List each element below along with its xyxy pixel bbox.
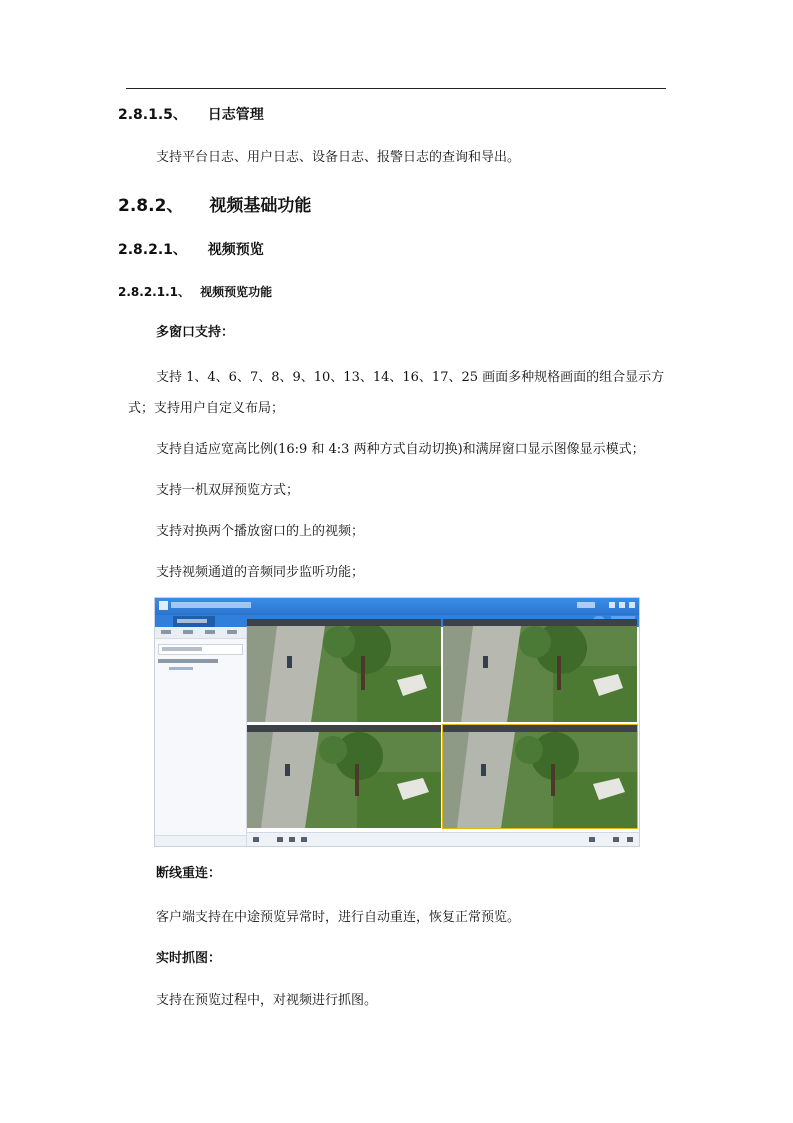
- multi-paragraph-2: 支持自适应宽高比例(16:9 和 4:3 两种方式自动切换)和满屏窗口显示图像显示模式；: [156, 442, 645, 457]
- fullscreen-icon: [613, 837, 619, 842]
- user-name: [577, 602, 595, 608]
- paragraph-log: 支持平台日志、用户日志、设备日志、报警日志的查询和导出。: [156, 150, 521, 165]
- video-cell-1: [247, 619, 441, 722]
- section-title: 视频预览功能: [200, 285, 273, 299]
- heading-2-8-1-5: [118, 104, 264, 124]
- video-client-screenshot: [154, 597, 640, 847]
- section-number: 2.8.2.1.1、: [118, 285, 190, 299]
- multi-paragraph-1-line-1: 支持 1、4、6、7、8、9、10、13、14、16、17、25 画面多种规格画面的组合显示方: [156, 370, 665, 385]
- tab-video-preview: [173, 616, 215, 627]
- multi-paragraph-5: 支持视频通道的音频同步监听功能；: [156, 565, 365, 580]
- playback-icon: [301, 837, 307, 842]
- section-title: 视频基础功能: [209, 196, 312, 216]
- tree-item-device: [158, 659, 218, 663]
- multi-paragraph-4: 支持对换两个播放窗口的上的视频；: [156, 524, 365, 539]
- layout-icon: [277, 837, 283, 842]
- client-title-bar: [155, 598, 639, 615]
- video-bottom-toolbar: [247, 832, 639, 847]
- video-cell-2: [443, 619, 637, 722]
- section-title: 视频预览: [207, 242, 264, 258]
- tree-item-channel: [169, 667, 193, 670]
- section-number: 2.8.2、: [118, 196, 184, 216]
- app-icon: [159, 601, 168, 610]
- ptz-control-bar: [155, 835, 246, 846]
- snapshot-paragraph: 支持在预览过程中，对视频进行抓图。: [156, 993, 378, 1008]
- minimize-icon: [609, 602, 615, 608]
- snapshot-icon: [289, 837, 295, 842]
- reconnect-heading: 断线重连：: [156, 866, 222, 881]
- heading-2-8-2-1-1: [118, 283, 272, 300]
- heading-2-8-2-1: [118, 239, 264, 259]
- close-icon: [629, 602, 635, 608]
- sidebar-tabs: [155, 627, 246, 639]
- heading-2-8-2: [118, 191, 311, 216]
- multi-window-heading: 多窗口支持：: [156, 325, 235, 340]
- video-cell-3: [247, 725, 441, 828]
- resource-sidebar: [155, 627, 247, 846]
- maximize-icon: [619, 602, 625, 608]
- section-number: 2.8.1.5、: [118, 107, 187, 123]
- video-grid: [247, 619, 639, 831]
- settings-icon: [627, 837, 633, 842]
- section-number: 2.8.2.1、: [118, 242, 187, 258]
- section-title: 日志管理: [207, 107, 264, 123]
- multi-paragraph-1-line-2: 式；支持用户自定义布局；: [128, 401, 285, 416]
- split-icon: [589, 837, 595, 842]
- client-title: [171, 602, 251, 608]
- multi-paragraph-3: 支持一机双屏预览方式；: [156, 483, 300, 498]
- header-rule: [126, 88, 666, 89]
- search-input: [158, 644, 243, 655]
- video-cell-4: [443, 725, 637, 828]
- snapshot-heading: 实时抓图：: [156, 951, 222, 966]
- reconnect-paragraph: 客户端支持在中途预览异常时，进行自动重连，恢复正常预览。: [156, 910, 521, 925]
- record-icon: [253, 837, 259, 842]
